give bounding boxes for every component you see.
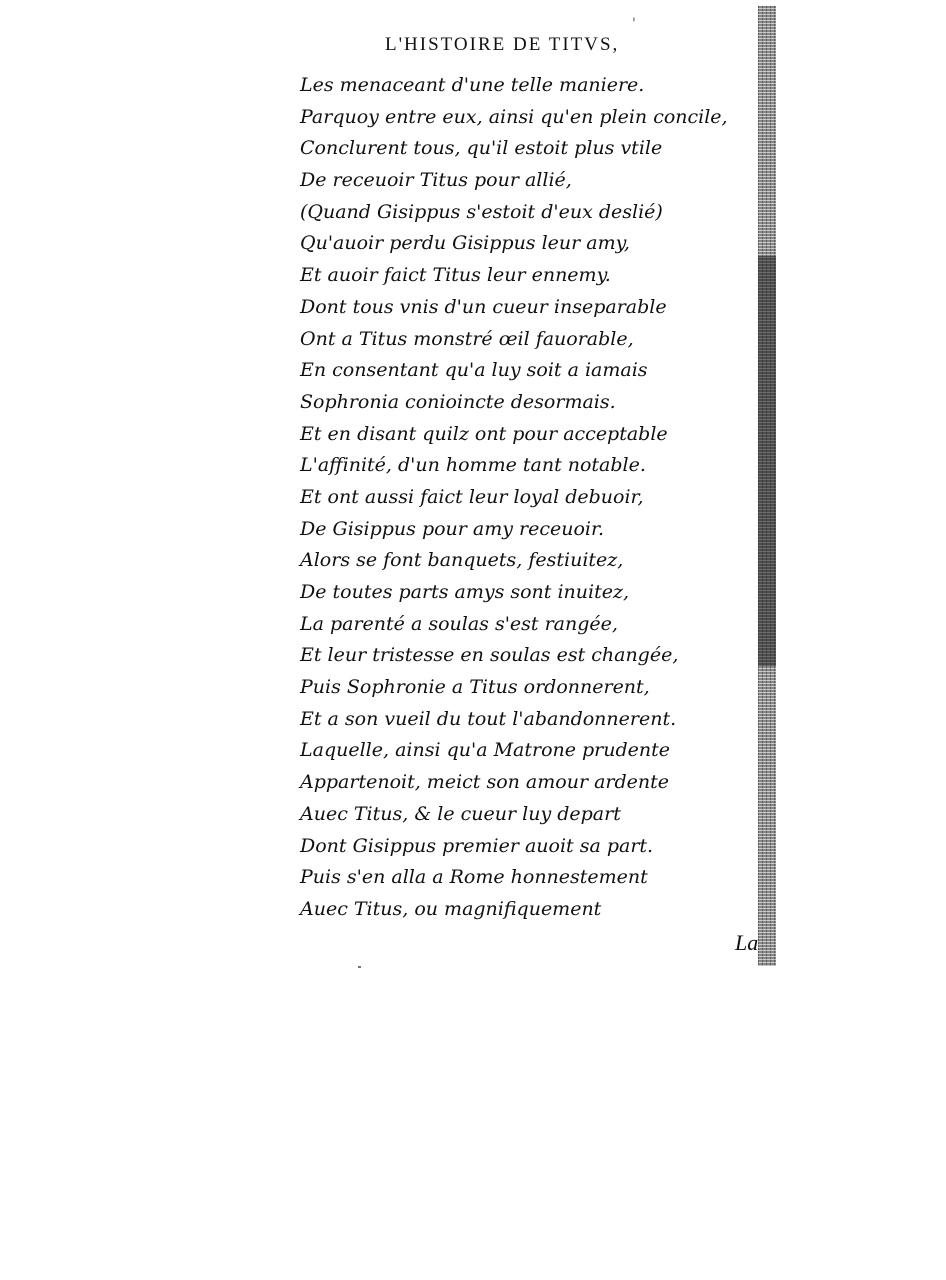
verse-line: Qu'auoir perdu Gisippus leur amy, (300, 232, 630, 255)
verse-line: En consentant qu'a luy soit a iamais (300, 359, 648, 382)
verse-line: Puis Sophronie a Titus ordonnerent, (300, 676, 650, 699)
verse-line: Puis s'en alla a Rome honnestement (300, 866, 648, 889)
verse-line: Dont Gisippus premier auoit sa part. (300, 834, 654, 857)
verse-line: Les menaceant d'une telle maniere. (300, 74, 645, 96)
header-mark: ' (632, 16, 636, 32)
verse-line: Et leur tristesse en soulas est changée, (300, 644, 679, 667)
ink-speck (358, 966, 361, 968)
verse-line: Conclurent tous, qu'il estoit plus vtile (300, 137, 663, 160)
verse-line: De toutes parts amys sont inuitez, (300, 581, 630, 603)
verse-line: Et a son vueil du tout l'abandonnerent. (300, 707, 677, 730)
verse-line: Appartenoit, meict son amour ardente (300, 771, 669, 794)
verse-line: De Gisippus pour amy receuoir. (300, 517, 605, 540)
verse-line: L'affinité, d'un homme tant notable. (300, 454, 646, 477)
verse-line: Dont tous vnis d'un cueur inseparable (300, 295, 667, 318)
verse-line: Sophronia conioincte desormais. (300, 390, 616, 413)
verse-line: Ont a Titus monstré œil fauorable, (300, 327, 634, 350)
page-edge-strip (758, 6, 776, 966)
verse-line: Parquoy entre eux, ainsi qu'en plein concile, (300, 105, 728, 128)
verse-line: De receuoir Titus pour allié, (300, 169, 572, 192)
verse-line: Et en disant quilz ont pour acceptable (300, 422, 668, 445)
running-title: L'HISTOIRE DE TITVS, (385, 34, 620, 55)
verse-line: Et ont aussi faict leur loyal debuoir, (300, 485, 644, 508)
verse-line: Et auoir faict Titus leur ennemy. (300, 264, 611, 287)
verse-line: Auec Titus, & le cueur luy depart (300, 802, 621, 825)
verse-line: (Quand Gisippus s'estoit d'eux deslié) (300, 200, 663, 223)
page-edge-shadow (758, 256, 776, 666)
verse-line: La parenté a soulas s'est rangée, (300, 612, 618, 635)
verse-line: Auec Titus, ou magnifiquement (300, 897, 602, 920)
verse-text (300, 70, 728, 926)
verse-line: Alors se font banquets, festiuitez, (300, 549, 624, 572)
catchword: La (735, 930, 759, 955)
verse-line: Laquelle, ainsi qu'a Matrone prudente (300, 739, 671, 762)
